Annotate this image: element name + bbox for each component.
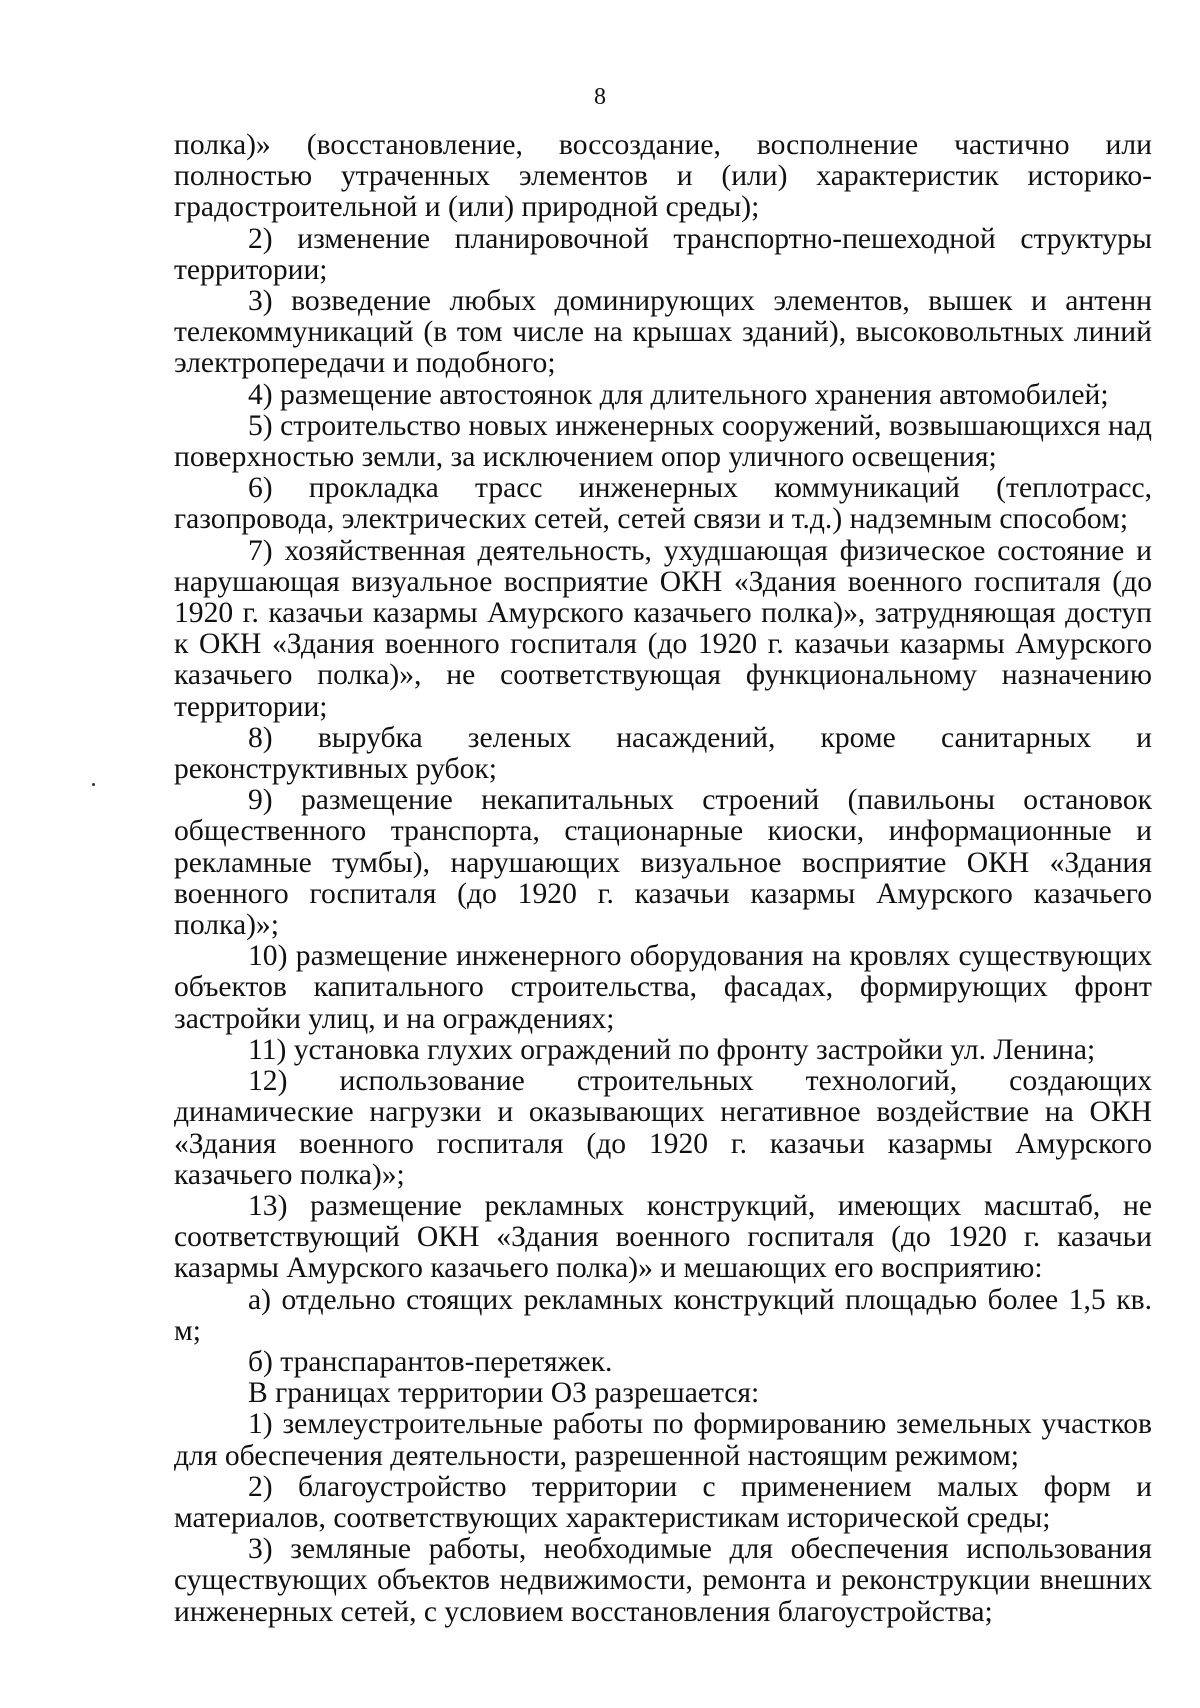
list-item: 3) возведение любых доминирующих элементов, вышек и антенн телекоммуникаций (в том числе на крышах зданий), высоковольтных линий электропередачи и подобного; [174, 285, 1152, 380]
list-item: 10) размещение инженерного оборудования на кровлях существующих объектов капитального строительства, фасадах, формирующих фронт застройки улиц, и на ограждениях; [174, 940, 1152, 1035]
document-body [174, 130, 1152, 1628]
list-item: 3) земляные работы, необходимые для обеспечения использования существующих объектов недвижимости, ремонта и реконструкции внешних инженерных сетей, с условием восстановления благоустройства; [174, 1533, 1152, 1628]
list-item: 8) вырубка зеленых насаждений, кроме санитарных и реконструктивных рубок; [174, 721, 1152, 786]
paragraph: полка)» (восстановление, воссоздание, восполнение частично или полностью утраченных элементов и (или) характеристик историко-градостроительной и (или) природной среды); [174, 129, 1152, 224]
list-item: 9) размещение некапитальных строений (павильоны остановок общественного транспорта, стационарные киоски, информационные и рекламные тумбы), нарушающих визуальное восприятие ОКН «Здания военного госпиталя (до 1920 г. казачьи казармы Амурского казачьего полка)»; [174, 784, 1152, 942]
list-item: 12) использование строительных технологий, создающих динамические нагрузки и оказывающих негативное воздействие на ОКН «Здания военного госпиталя (до 1920 г. казачьи казармы Амурского казачьего полка)»; [174, 1065, 1152, 1191]
list-item: 5) строительство новых инженерных сооружений, возвышающихся над поверхностью земли, за исключением опор уличного освещения; [174, 409, 1152, 474]
list-item: 6) прокладка трасс инженерных коммуникаций (теплотрасс, газопровода, электрических сетей, сетей связи и т.д.) надземным способом; [174, 472, 1152, 536]
list-item: 11) установка глухих ограждений по фронту застройки ул. Ленина; [248, 1033, 1096, 1066]
list-item: 1) землеустроительные работы по формированию земельных участков для обеспечения деятельности, разрешенной настоящим режимом; [174, 1408, 1152, 1472]
list-subitem: б) транспарантов-перетяжек. [248, 1345, 613, 1378]
list-item: 13) размещение рекламных конструкций, имеющих масштаб, не соответствующий ОКН «Здания военного госпиталя (до 1920 г. казачьи казармы Амурского казачьего полка)» и мешающих его восприятию: [174, 1189, 1152, 1285]
list-item: 2) изменение планировочной транспортно-пешеходной структуры территории; [174, 222, 1152, 286]
scan-speck [92, 783, 95, 786]
list-subitem: а) отдельно стоящих рекламных конструкций площадью более 1,5 кв. м; [174, 1283, 1152, 1347]
section-heading: В границах территории ОЗ разрешается: [248, 1377, 760, 1410]
page-number: 8 [594, 84, 606, 110]
list-item: 7) хозяйственная деятельность, ухудшающая физическое состояние и нарушающая визуальное восприятие ОКН «Здания военного госпиталя (до 1920 г. казачьи казармы Амурского казачьего полка)», затрудняющая доступ к ОКН «Здания военного госпиталя (до 1920 г. казачьи казармы Амурского казачьего полка)», не соответствующая функциональному назначению территории; [174, 534, 1152, 723]
list-item: 2) благоустройство территории с применением малых форм и материалов, соответствующих характеристикам исторической среды; [174, 1470, 1152, 1534]
list-item: 4) размещение автостоянок для длительного хранения автомобилей; [248, 378, 1109, 411]
